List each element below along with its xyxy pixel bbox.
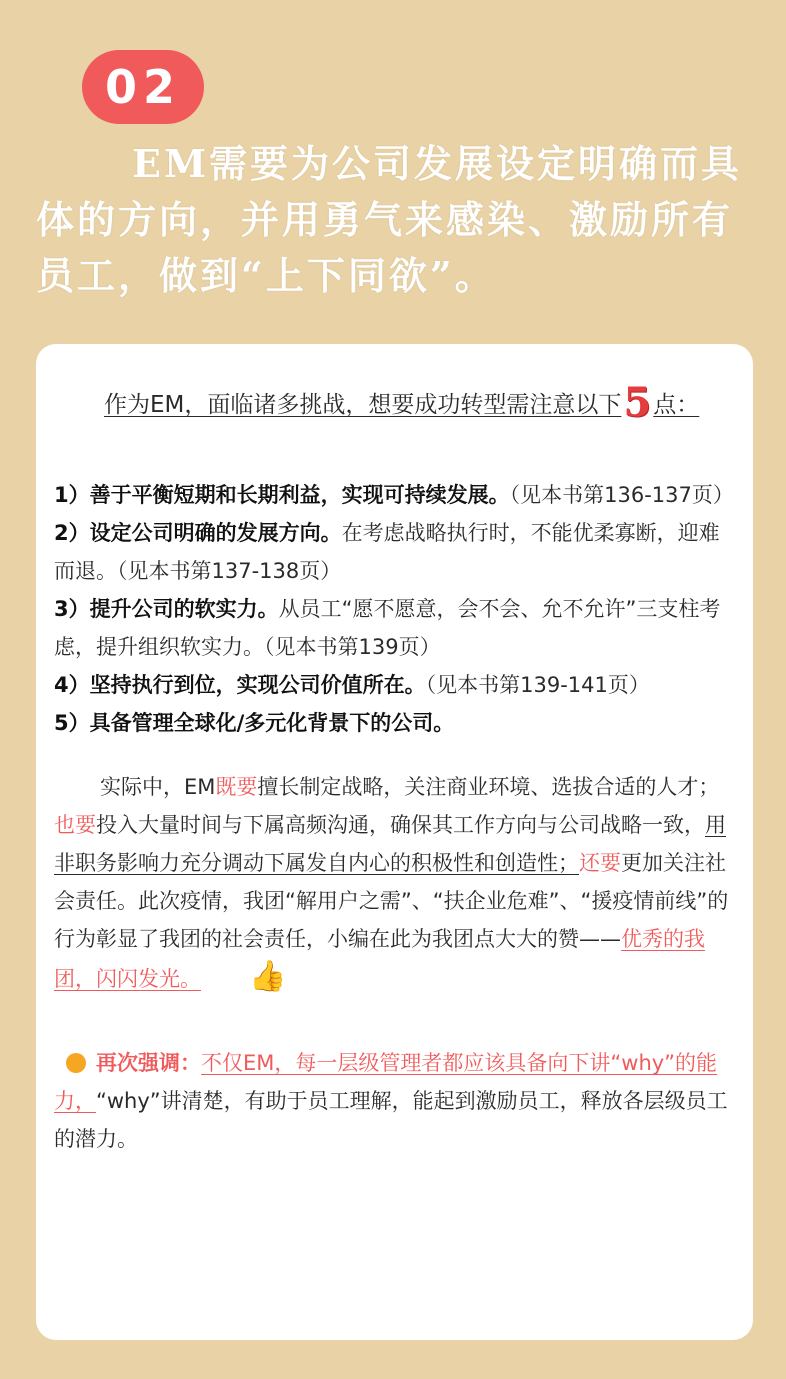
emphasis-label: 再次强调： (96, 1051, 201, 1075)
point-title: 2）设定公司明确的发展方向。 (54, 521, 342, 545)
para-text: 擅长制定战略，关注商业环境、选拔合适的人才； (257, 775, 720, 799)
para-highlight: 既要 (215, 775, 258, 799)
thumbs-up-icon: 👍 (249, 959, 287, 994)
list-item (54, 590, 734, 666)
emphasis-paragraph (54, 1044, 734, 1158)
para-highlight-underlined: 优秀的我团，闪闪发光。 (54, 927, 705, 991)
intro-number: 5 (623, 379, 652, 426)
para-highlight: 也要 (54, 813, 96, 837)
point-title: 4）坚持执行到位，实现公司价值所在。 (54, 673, 426, 697)
point-detail: （见本书第139-141页） (425, 673, 650, 697)
content-body (54, 378, 734, 1158)
point-detail: 从员工“愿不愿意，会不会、允不允许”三支柱考虑，提升组织软实力。（见本书第139页） (54, 597, 721, 659)
headline (36, 136, 756, 304)
list-item (54, 704, 734, 742)
point-title: 3）提升公司的软实力。 (54, 597, 279, 621)
para-highlight: 还要 (579, 851, 621, 875)
emphasis-text: “why”讲清楚，有助于员工理解，能起到激励员工，释放各层级员工的潜力。 (54, 1089, 728, 1151)
list-item (54, 514, 734, 590)
intro-suffix: 点： (653, 392, 700, 418)
body-paragraph (54, 768, 734, 998)
points-list (54, 476, 734, 742)
point-title: 5）具备管理全球化/多元化背景下的公司。 (54, 711, 455, 735)
headline-text: EM需要为公司发展设定明确而具体的方向，并用勇气来感染、激励所有员工，做到“上下同欲”。 (36, 141, 743, 298)
intro-text: 作为EM，面临诸多挑战，想要成功转型需注意以下 (104, 392, 622, 418)
point-detail: 在考虑战略执行时，不能优柔寡断，迎难而退。（见本书第137-138页） (54, 521, 720, 583)
para-text: 实际中，EM (100, 775, 216, 799)
section-number-badge: 02 (82, 50, 204, 124)
para-text: 投入大量时间与下属高频沟通，确保其工作方向与公司战略一致， (96, 813, 705, 837)
point-detail: （见本书第136-137页） (509, 483, 734, 507)
orange-dot-icon (66, 1053, 86, 1073)
para-underlined: 用非职务影响力充分调动下属发自内心的积极性和创造性； (54, 813, 726, 875)
list-item (54, 476, 734, 514)
para-text: 更加关注社会责任。此次疫情，我团“解用户之需”、“扶企业危难”、“援疫情前线”的行为彰显了我团的社会责任，小编在此为我团点大大的赞—— (54, 851, 729, 951)
intro-line (54, 378, 734, 426)
emphasis-highlight: 不仅EM，每一层级管理者都应该具备向下讲“why”的能力， (54, 1051, 718, 1113)
content-card (36, 344, 753, 1340)
list-item (54, 666, 734, 704)
point-title: 1）善于平衡短期和长期利益，实现可持续发展。 (54, 483, 510, 507)
